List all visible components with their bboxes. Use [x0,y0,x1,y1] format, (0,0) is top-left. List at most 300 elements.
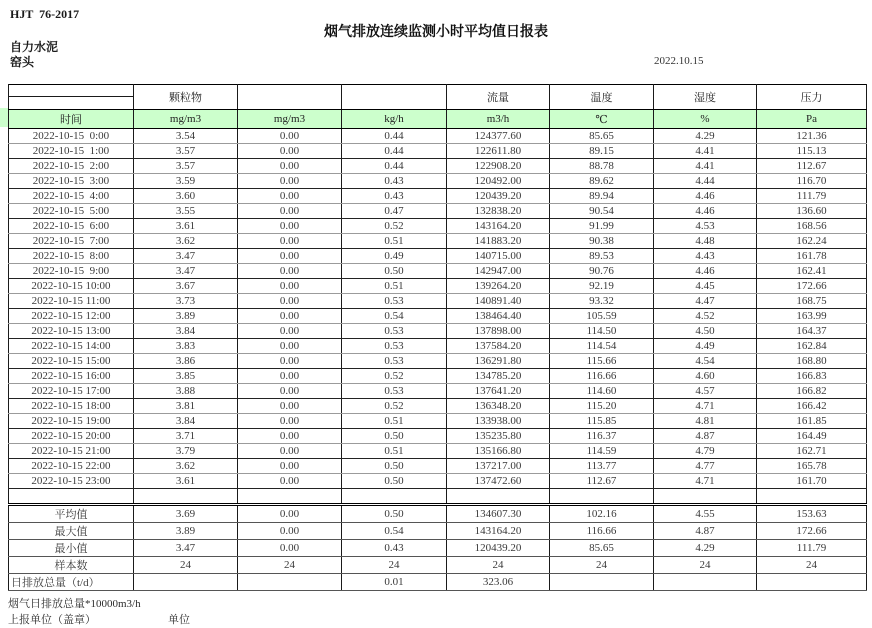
summary-cell: 143164.20 [447,523,550,540]
table-cell: 164.49 [757,429,867,444]
table-head [9,85,867,129]
summary-cell: 323.06 [447,574,550,591]
table-cell: 0.00 [238,309,342,324]
table-row [9,174,867,189]
table-cell: 3.85 [134,369,238,384]
table-cell: 4.79 [654,444,757,459]
table-row [9,249,867,264]
table-row [9,219,867,234]
table-cell: 2022-10-15 21:00 [9,444,134,459]
summary-cell: 24 [757,557,867,574]
table-cell: 168.80 [757,354,867,369]
table-cell: 166.42 [757,399,867,414]
summary-cell: 4.55 [654,505,757,523]
header-row-units [9,110,867,129]
table-cell: 2022-10-15 7:00 [9,234,134,249]
header-row-groups [9,85,867,97]
table-cell: 91.99 [550,219,654,234]
table-cell: 2022-10-15 16:00 [9,369,134,384]
table-cell: 121.36 [757,129,867,144]
table-cell: 113.77 [550,459,654,474]
column-group-header: 温度 [550,85,654,110]
table-cell: 4.77 [654,459,757,474]
report-org-label: 上报单位（盖章） [8,614,96,626]
table-cell: 0.50 [342,429,447,444]
unit-header-cell: mg/m3 [238,110,342,129]
table-cell: 85.65 [550,129,654,144]
table-row [9,474,867,489]
table-cell: 137584.20 [447,339,550,354]
table-cell: 120492.00 [447,174,550,189]
summary-cell: 样本数 [9,557,134,574]
empty-cell [342,489,447,505]
table-cell: 0.00 [238,369,342,384]
table-cell: 2022-10-15 11:00 [9,294,134,309]
table-cell: 137898.00 [447,324,550,339]
table-cell: 161.85 [757,414,867,429]
table-cell: 4.81 [654,414,757,429]
table-cell: 3.47 [134,249,238,264]
table-cell: 0.51 [342,414,447,429]
table-cell: 142947.00 [447,264,550,279]
table-cell: 2022-10-15 0:00 [9,129,134,144]
table-cell: 2022-10-15 10:00 [9,279,134,294]
table-cell: 3.79 [134,444,238,459]
table-cell: 0.51 [342,279,447,294]
table-cell: 2022-10-15 9:00 [9,264,134,279]
table-row [9,459,867,474]
table-cell: 137641.20 [447,384,550,399]
summary-cell: 0.01 [342,574,447,591]
summary-row [9,523,867,540]
table-cell: 114.50 [550,324,654,339]
table-cell: 2022-10-15 12:00 [9,309,134,324]
table-cell: 122611.80 [447,144,550,159]
summary-cell: 102.16 [550,505,654,523]
table-row [9,369,867,384]
table-cell: 0.00 [238,384,342,399]
summary-cell: 0.54 [342,523,447,540]
table-cell: 168.75 [757,294,867,309]
summary-cell: 24 [238,557,342,574]
table-cell: 2022-10-15 22:00 [9,459,134,474]
table-cell: 0.52 [342,219,447,234]
summary-cell: 24 [447,557,550,574]
table-cell: 3.84 [134,324,238,339]
table-cell: 162.41 [757,264,867,279]
table-cell: 4.46 [654,204,757,219]
table-cell: 4.48 [654,234,757,249]
summary-cell: 116.66 [550,523,654,540]
table-cell: 141883.20 [447,234,550,249]
summary-cell [134,574,238,591]
table-cell: 4.41 [654,144,757,159]
empty-cell [9,489,134,505]
table-cell: 4.53 [654,219,757,234]
table-cell: 2022-10-15 6:00 [9,219,134,234]
table-cell: 4.71 [654,399,757,414]
column-group-header [238,85,342,110]
table-cell: 2022-10-15 1:00 [9,144,134,159]
table-row [9,324,867,339]
summary-cell: 24 [342,557,447,574]
column-group-header [342,85,447,110]
table-cell: 140891.40 [447,294,550,309]
table-cell: 2022-10-15 13:00 [9,324,134,339]
empty-cell [654,489,757,505]
summary-cell: 3.89 [134,523,238,540]
table-cell: 115.66 [550,354,654,369]
report-date: 2022.10.15 [654,55,704,67]
table-cell: 3.60 [134,189,238,204]
table-cell: 0.49 [342,249,447,264]
empty-cell [134,489,238,505]
table-cell: 4.60 [654,369,757,384]
table-cell: 3.54 [134,129,238,144]
time-column-header-lower [9,97,134,110]
table-cell: 0.00 [238,294,342,309]
table-cell: 0.00 [238,234,342,249]
table-cell: 162.71 [757,444,867,459]
table-cell: 0.00 [238,324,342,339]
summary-cell: 4.87 [654,523,757,540]
table-cell: 4.45 [654,279,757,294]
table-cell: 4.50 [654,324,757,339]
summary-cell: 24 [134,557,238,574]
table-cell: 0.00 [238,249,342,264]
table-cell: 133938.00 [447,414,550,429]
table-cell: 122908.20 [447,159,550,174]
table-cell: 4.46 [654,189,757,204]
table-cell: 0.53 [342,324,447,339]
table-cell: 4.44 [654,174,757,189]
table-cell: 0.51 [342,234,447,249]
table-row [9,399,867,414]
table-cell: 2022-10-15 20:00 [9,429,134,444]
table-cell: 164.37 [757,324,867,339]
table-cell: 124377.60 [447,129,550,144]
table-cell: 116.70 [757,174,867,189]
summary-cell [757,574,867,591]
summary-cell: 0.50 [342,505,447,523]
summary-row [9,505,867,523]
table-cell: 3.88 [134,384,238,399]
table-cell: 3.62 [134,459,238,474]
table-cell: 115.85 [550,414,654,429]
table-cell: 89.15 [550,144,654,159]
unit-header-cell: mg/m3 [134,110,238,129]
unit-header-cell: 时间 [9,110,134,129]
table-cell: 0.00 [238,444,342,459]
time-column-header-upper [9,85,134,97]
summary-cell: 111.79 [757,540,867,557]
table-cell: 0.00 [238,474,342,489]
table-cell: 3.59 [134,174,238,189]
table-cell: 134785.20 [447,369,550,384]
table-cell: 135235.80 [447,429,550,444]
table-cell: 4.47 [654,294,757,309]
table-cell: 112.67 [550,474,654,489]
table-cell: 116.37 [550,429,654,444]
table-row [9,354,867,369]
table-cell: 2022-10-15 3:00 [9,174,134,189]
summary-cell: 120439.20 [447,540,550,557]
table-cell: 88.78 [550,159,654,174]
empty-cell [550,489,654,505]
table-cell: 4.46 [654,264,757,279]
table-row [9,234,867,249]
summary-cell: 134607.30 [447,505,550,523]
table-cell: 3.57 [134,144,238,159]
table-cell: 0.00 [238,429,342,444]
table-row [9,204,867,219]
summary-cell: 85.65 [550,540,654,557]
table-cell: 0.53 [342,354,447,369]
table-cell: 105.59 [550,309,654,324]
table-cell: 114.60 [550,384,654,399]
table-row [9,339,867,354]
table-row [9,144,867,159]
table-row [9,384,867,399]
table-cell: 0.53 [342,384,447,399]
table-row [9,189,867,204]
summary-cell: 最大值 [9,523,134,540]
column-group-header: 压力 [757,85,867,110]
table-cell: 3.83 [134,339,238,354]
table-row [9,294,867,309]
summary-cell: 平均值 [9,505,134,523]
table-cell: 3.67 [134,279,238,294]
table-cell: 135166.80 [447,444,550,459]
table-cell: 143164.20 [447,219,550,234]
table-row [9,429,867,444]
separator-row [9,489,867,505]
column-group-header: 颗粒物 [134,85,238,110]
table-row [9,279,867,294]
table-cell: 90.76 [550,264,654,279]
table-cell: 90.54 [550,204,654,219]
table-cell: 89.62 [550,174,654,189]
emission-data-table [8,84,867,591]
table-cell: 162.84 [757,339,867,354]
table-cell: 120439.20 [447,189,550,204]
summary-cell: 3.69 [134,505,238,523]
table-row [9,414,867,429]
table-cell: 165.78 [757,459,867,474]
summary-cell: 0.00 [238,523,342,540]
table-cell: 161.78 [757,249,867,264]
table-cell: 4.71 [654,474,757,489]
table-cell: 0.00 [238,414,342,429]
table-row [9,159,867,174]
summary-cell [654,574,757,591]
summary-cell: 0.00 [238,540,342,557]
table-cell: 3.61 [134,219,238,234]
table-cell: 0.44 [342,144,447,159]
table-cell: 3.71 [134,429,238,444]
table-cell: 2022-10-15 17:00 [9,384,134,399]
table-cell: 0.00 [238,144,342,159]
table-cell: 137472.60 [447,474,550,489]
table-row [9,444,867,459]
empty-cell [447,489,550,505]
company-name: 自力水泥 [10,40,59,54]
table-cell: 2022-10-15 4:00 [9,189,134,204]
table-cell: 172.66 [757,279,867,294]
summary-cell: 24 [550,557,654,574]
table-cell: 4.54 [654,354,757,369]
table-cell: 136.60 [757,204,867,219]
table-cell: 0.52 [342,399,447,414]
table-cell: 0.50 [342,459,447,474]
table-cell: 140715.00 [447,249,550,264]
table-cell: 2022-10-15 5:00 [9,204,134,219]
table-cell: 2022-10-15 19:00 [9,414,134,429]
table-cell: 0.00 [238,129,342,144]
table-cell: 4.52 [654,309,757,324]
table-cell: 136291.80 [447,354,550,369]
table-cell: 0.53 [342,294,447,309]
table-cell: 0.53 [342,339,447,354]
summary-row [9,557,867,574]
table-cell: 0.00 [238,204,342,219]
unit-header-cell: ℃ [550,110,654,129]
summary-cell: 24 [654,557,757,574]
table-cell: 93.32 [550,294,654,309]
summary-cell: 0.00 [238,505,342,523]
table-cell: 0.54 [342,309,447,324]
table-cell: 3.62 [134,234,238,249]
empty-cell [238,489,342,505]
summary-cell: 4.29 [654,540,757,557]
table-cell: 3.55 [134,204,238,219]
table-cell: 89.94 [550,189,654,204]
monitor-point-name: 窑头 [10,55,35,69]
table-cell: 0.00 [238,459,342,474]
table-cell: 4.29 [654,129,757,144]
table-cell: 0.00 [238,189,342,204]
summary-cell: 172.66 [757,523,867,540]
table-cell: 137217.00 [447,459,550,474]
summary-cell [238,574,342,591]
table-cell: 4.41 [654,159,757,174]
table-cell: 162.24 [757,234,867,249]
table-cell: 2022-10-15 8:00 [9,249,134,264]
table-cell: 2022-10-15 14:00 [9,339,134,354]
table-cell: 90.38 [550,234,654,249]
summary-cell [550,574,654,591]
table-cell: 0.51 [342,444,447,459]
table-cell: 3.61 [134,474,238,489]
table-cell: 0.00 [238,354,342,369]
summary-cell: 最小值 [9,540,134,557]
table-cell: 3.57 [134,159,238,174]
table-cell: 0.00 [238,264,342,279]
unit-header-cell: % [654,110,757,129]
standard-code: HJT 76-2017 [10,7,80,21]
flow-total-footnote: 烟气日排放总量*10000m3/h [8,598,141,610]
table-cell: 0.00 [238,159,342,174]
table-cell: 0.00 [238,279,342,294]
empty-cell [757,489,867,505]
table-cell: 136348.20 [447,399,550,414]
table-cell: 2022-10-15 15:00 [9,354,134,369]
table-cell: 4.57 [654,384,757,399]
table-cell: 2022-10-15 18:00 [9,399,134,414]
unit-header-cell: kg/h [342,110,447,129]
table-cell: 4.43 [654,249,757,264]
table-cell: 112.67 [757,159,867,174]
table-cell: 3.84 [134,414,238,429]
column-group-header: 流量 [447,85,550,110]
table-cell: 0.43 [342,189,447,204]
table-cell: 0.50 [342,474,447,489]
summary-row [9,574,867,591]
table-cell: 2022-10-15 2:00 [9,159,134,174]
table-cell: 0.00 [238,399,342,414]
unit-label: 单位 [168,614,190,626]
table-cell: 2022-10-15 23:00 [9,474,134,489]
table-cell: 89.53 [550,249,654,264]
table-cell: 116.66 [550,369,654,384]
table-cell: 163.99 [757,309,867,324]
table-cell: 0.52 [342,369,447,384]
table-cell: 3.89 [134,309,238,324]
table-cell: 0.44 [342,129,447,144]
table-cell: 4.87 [654,429,757,444]
table-cell: 115.13 [757,144,867,159]
table-cell: 4.49 [654,339,757,354]
summary-cell: 153.63 [757,505,867,523]
table-cell: 3.73 [134,294,238,309]
table-cell: 3.86 [134,354,238,369]
table-row [9,264,867,279]
table-cell: 161.70 [757,474,867,489]
table-cell: 0.00 [238,174,342,189]
table-cell: 139264.20 [447,279,550,294]
unit-header-cell: Pa [757,110,867,129]
table-cell: 0.43 [342,174,447,189]
table-cell: 0.00 [238,219,342,234]
table-cell: 3.81 [134,399,238,414]
table-row [9,309,867,324]
column-group-header: 湿度 [654,85,757,110]
table-cell: 0.50 [342,264,447,279]
table-cell: 111.79 [757,189,867,204]
summary-cell: 3.47 [134,540,238,557]
summary-cell: 日排放总量（t/d） [9,574,134,591]
table-row [9,129,867,144]
table-cell: 114.54 [550,339,654,354]
table-cell: 138464.40 [447,309,550,324]
table-cell: 114.59 [550,444,654,459]
page-title: 烟气排放连续监测小时平均值日报表 [324,23,548,39]
table-cell: 166.82 [757,384,867,399]
table-cell: 115.20 [550,399,654,414]
table-cell: 0.00 [238,339,342,354]
table-cell: 166.83 [757,369,867,384]
table-cell: 3.47 [134,264,238,279]
table-cell: 132838.20 [447,204,550,219]
unit-header-cell: m3/h [447,110,550,129]
summary-cell: 0.43 [342,540,447,557]
table-body [9,129,867,591]
table-cell: 168.56 [757,219,867,234]
table-cell: 0.47 [342,204,447,219]
table-cell: 92.19 [550,279,654,294]
table-cell: 0.44 [342,159,447,174]
summary-row [9,540,867,557]
